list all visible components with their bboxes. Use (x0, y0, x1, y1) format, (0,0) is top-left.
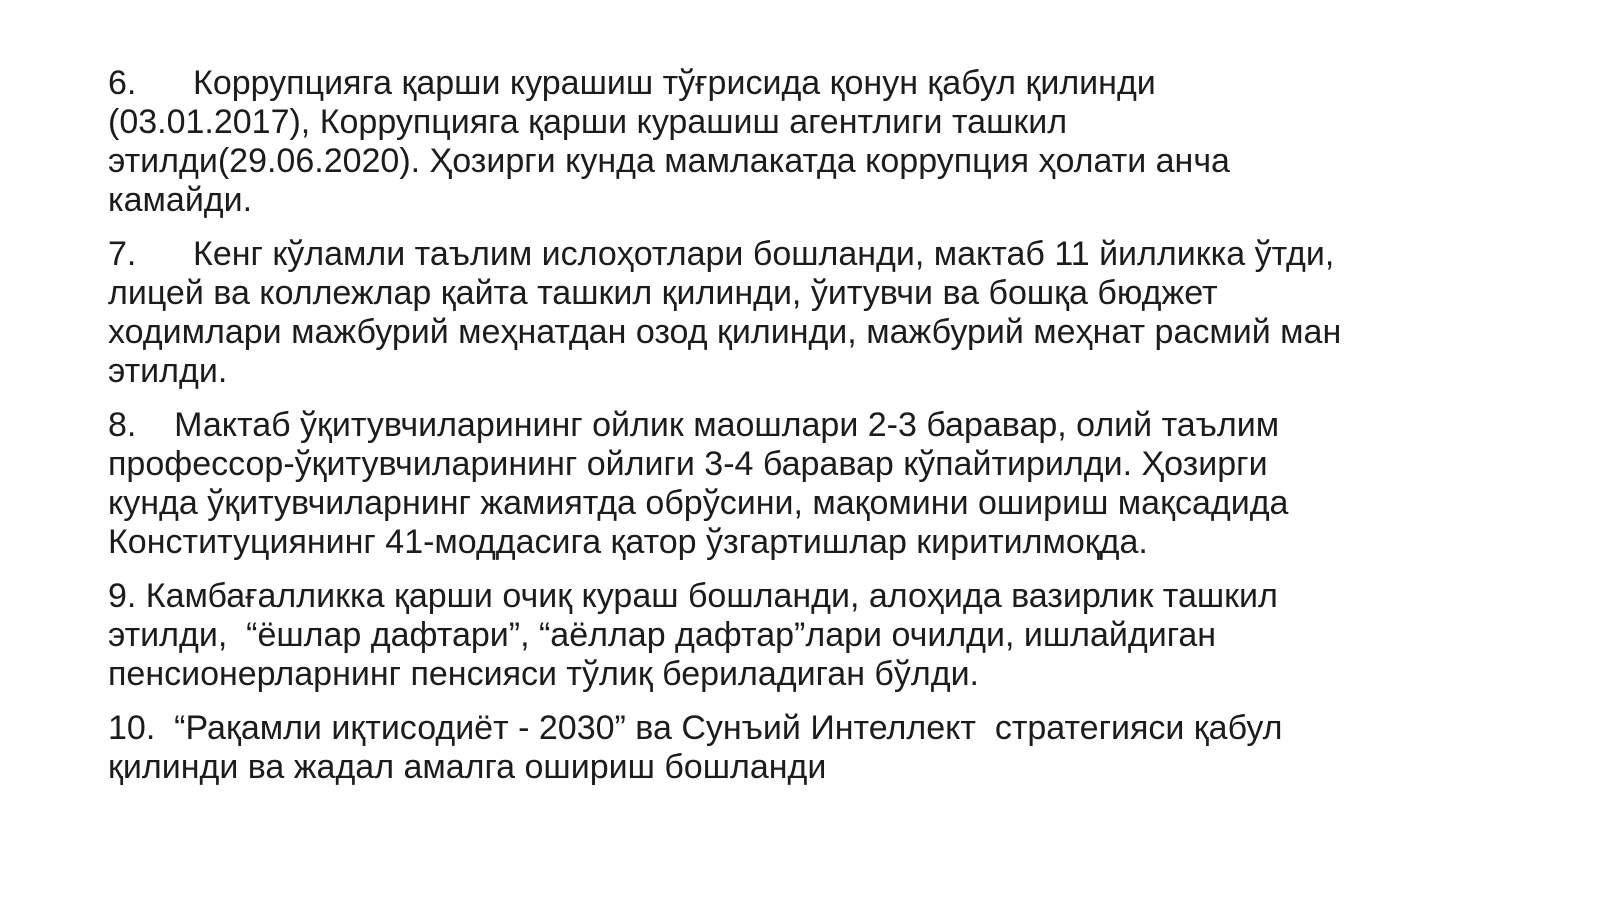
text-line: 7. Кенг кўламли таълим ислоҳотлари бошланди, мактаб 11 йилликка ўтди, (108, 235, 1335, 273)
text-line: ходимлари мажбурий меҳнатдан озод қилинди, мажбурий меҳнат расмий ман (108, 313, 1342, 351)
text-line: кунда ўқитувчиларнинг жамиятда обрўсини, мақомини ошириш мақсадида (108, 484, 1289, 522)
text-line: камайди. (108, 181, 253, 219)
text-line: Конституциянинг 41-моддасига қатор ўзгартишлар киритилмоқда. (108, 523, 1148, 561)
text-line: (03.01.2017), Коррупцияга қарши курашиш агентлиги ташкил (108, 103, 1068, 141)
text-line: пенсионерларнинг пенсияси тўлиқ бериладиган бўлди. (108, 655, 980, 693)
text-line: 6. Коррупцияга қарши курашиш тўғрисида қонун қабул қилинди (108, 64, 1156, 102)
list-item (108, 406, 1538, 562)
text-line: 9. Камбағалликка қарши очиқ кураш бошланди, алоҳида вазирлик ташкил (108, 577, 1278, 615)
list-item (108, 709, 1538, 787)
list-item (108, 235, 1538, 391)
list-item (108, 64, 1538, 220)
list-item (108, 577, 1538, 694)
text-line: 10. “Рақамли иқтисодиёт - 2030” ва Сунъий Интеллект стратегияси қабул (108, 709, 1283, 747)
text-line: этилди(29.06.2020). Ҳозирги кунда мамлакатда коррупция ҳолати анча (108, 142, 1230, 180)
text-line: этилди. (108, 352, 228, 390)
text-line: 8. Мактаб ўқитувчиларининг ойлик маошлари 2-3 баравар, олий таълим (108, 406, 1280, 444)
text-line: этилди, “ёшлар дафтари”, “аёллар дафтар”лари очилди, ишлайдиган (108, 616, 1217, 654)
slide-body (108, 64, 1538, 802)
text-line: қилинди ва жадал амалга ошириш бошланди (108, 748, 827, 786)
text-line: лицей ва коллежлар қайта ташкил қилинди, ўитувчи ва бошқа бюджет (108, 274, 1218, 312)
text-line: профессор-ўқитувчиларининг ойлиги 3-4 баравар кўпайтирилди. Ҳозирги (108, 445, 1268, 483)
